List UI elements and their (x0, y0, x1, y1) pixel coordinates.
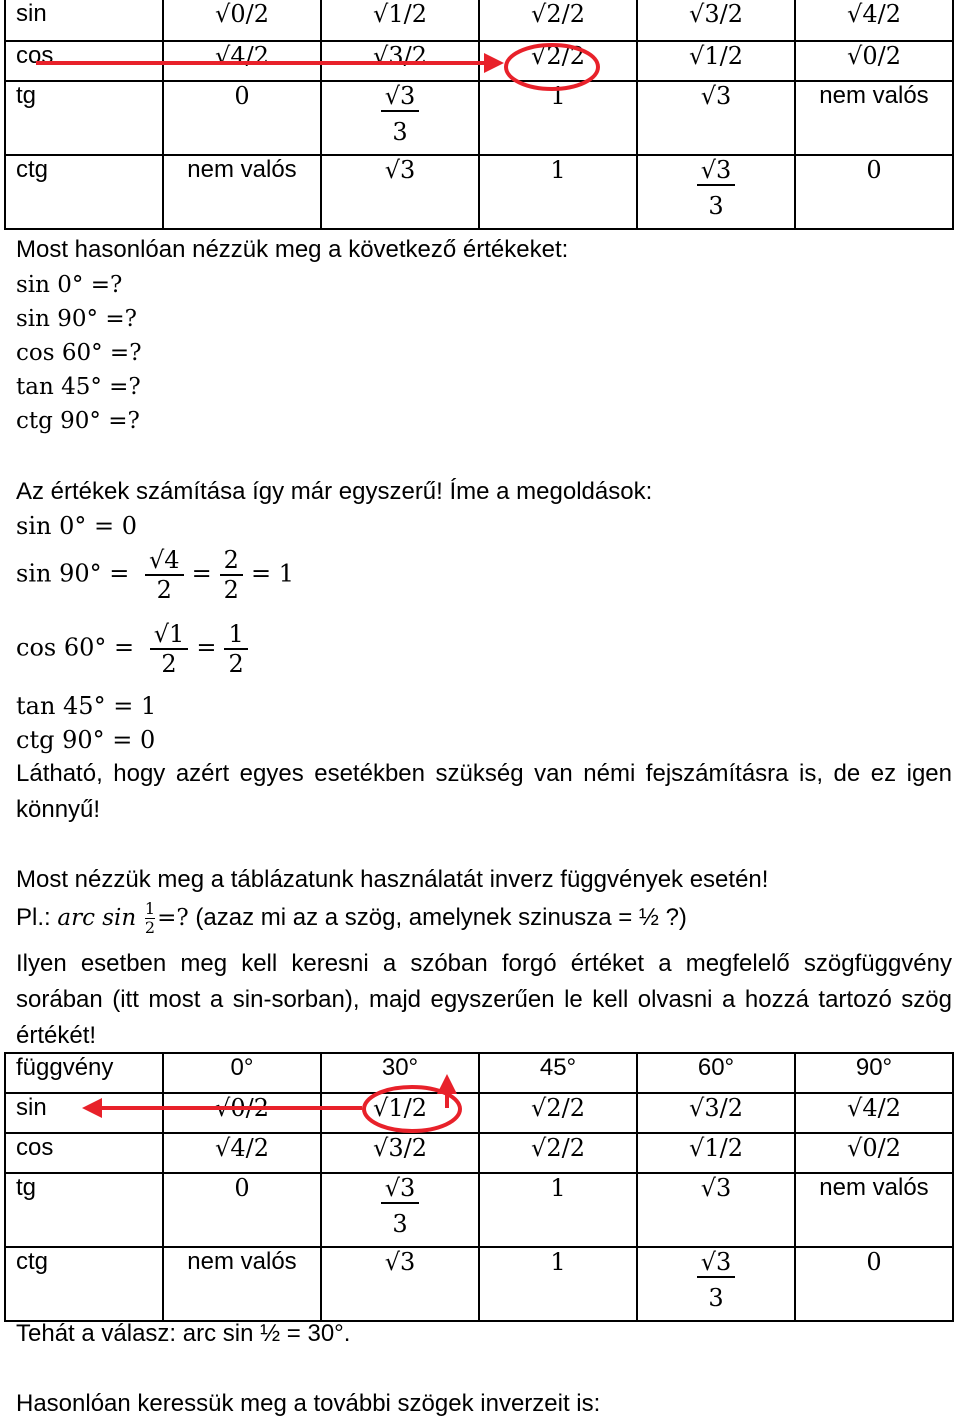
numerator: 2 (220, 546, 243, 576)
question-ctg90: ctg 90° =? (16, 408, 140, 434)
cell-value: √4/2 (795, 0, 953, 41)
cell-value: 1 (479, 1173, 637, 1247)
numerator: √4 (145, 546, 184, 576)
header-angle: 45° (479, 1053, 637, 1093)
table-row-cos (5, 1133, 953, 1173)
solution-ctg90: ctg 90° = 0 (16, 726, 156, 754)
example-note: (azaz mi az a szög, amelynek szinusza = ½ ?) (195, 903, 687, 931)
cell-value: √1/2 (321, 0, 479, 41)
fraction (145, 546, 184, 604)
table-row-ctg (5, 1247, 953, 1321)
cell-value: √0/2 (163, 1093, 321, 1133)
remark-paragraph: Látható, hogy azért egyes esetékben szükség van némi fejszámításra is, de ez igen könnyű! (16, 760, 952, 823)
table-row-tg (5, 1173, 953, 1247)
row-label: ctg (5, 1247, 163, 1321)
header-label: függvény (5, 1053, 163, 1093)
example-equals: =? (157, 904, 189, 931)
cell-value: √4/2 (163, 1133, 321, 1173)
solution-tan45: tan 45° = 1 (16, 692, 157, 720)
cell-value: √4/2 (163, 41, 321, 81)
cell-value: √2/2 (479, 1093, 637, 1133)
cell-value: √3/2 (637, 0, 795, 41)
fraction (220, 546, 243, 604)
table-row-cos (5, 41, 953, 81)
table-row-sin (5, 0, 953, 41)
row-label: cos (5, 1133, 163, 1173)
cell-value: √0/2 (795, 41, 953, 81)
solutions-intro: Az értékek számítása így már egyszerű! Íme a megoldások: (16, 478, 653, 505)
header-angle: 60° (637, 1053, 795, 1093)
cell-value: √3 (321, 155, 479, 229)
cell-value: 1 (479, 155, 637, 229)
cell-value: 1 (479, 1247, 637, 1321)
cell-value: √3 (637, 1173, 795, 1247)
cell-value: $\frac{√3}{3}$ (637, 155, 795, 229)
trig-table-top (4, 0, 954, 230)
example-prefix: Pl.: (16, 903, 51, 931)
cell-value: √0/2 (795, 1133, 953, 1173)
closing-text: Hasonlóan keressük meg a további szögek inverzeit is: (16, 1390, 601, 1417)
cell-value: nem valós (795, 81, 953, 155)
answer-text: Tehát a válasz: arc sin ½ = 30°. (16, 1320, 351, 1347)
header-angle: 0° (163, 1053, 321, 1093)
table-row-sin (5, 1093, 953, 1133)
cell-value: √3/2 (321, 1133, 479, 1173)
denominator: 2 (228, 650, 244, 678)
cell-value: 1 (479, 81, 637, 155)
solution-cos60: cos 60° = $\frac{√1}{2}$ = $\frac{1}{2}$ (16, 620, 256, 678)
header-angle: 30° (321, 1053, 479, 1093)
cell-value: √2/2 (479, 0, 637, 41)
solution-sin90: sin 90° = $\frac{√4}{2}$ = $\frac{2}{2}$ = 1 (16, 546, 294, 604)
cell-value: √3 (637, 81, 795, 155)
table-header-row (5, 1053, 953, 1093)
denominator: 2 (144, 918, 156, 937)
row-label: cos (5, 41, 163, 81)
cell-value: √1/2 (637, 1133, 795, 1173)
intro-text: Most hasonlóan nézzük meg a következő értékeket: (16, 236, 569, 263)
numerator: 1 (144, 899, 156, 918)
cell-value: √3 (321, 1247, 479, 1321)
eq-rhs: = 1 (250, 559, 294, 588)
table-row-tg (5, 81, 953, 155)
row-label: sin (5, 1093, 163, 1133)
cell-value: √0/2 (163, 0, 321, 41)
row-label: tg (5, 81, 163, 155)
fraction (150, 620, 189, 678)
cell-value: $\frac{√3}{3}$ (321, 81, 479, 155)
cell-value: √3/2 (637, 1093, 795, 1133)
cell-value: √1/2 (637, 41, 795, 81)
cell-value: $\frac{√3}{3}$ (637, 1247, 795, 1321)
eq-lhs: sin 90° = (16, 559, 130, 588)
table-row-ctg (5, 155, 953, 229)
row-label: ctg (5, 155, 163, 229)
denominator: 2 (156, 576, 172, 604)
numerator: √1 (150, 620, 189, 650)
fraction (224, 620, 247, 678)
example-fraction (145, 900, 155, 937)
instruction-paragraph: Ilyen esetben meg kell keresni a szóban forgó értéket a megfelelő szögfüggvény sorában (itt most a sin-sorban), majd egyszerűen le kell olvasni a hozzá tartozó szög értékét! (16, 950, 952, 1049)
cell-value: √1/2 (321, 1093, 479, 1133)
denominator: 2 (161, 650, 177, 678)
header-angle: 90° (795, 1053, 953, 1093)
row-label: sin (5, 0, 163, 41)
question-cos60: cos 60° =? (16, 340, 142, 366)
example-function: arc sin (57, 904, 137, 931)
question-tan45: tan 45° =? (16, 374, 141, 400)
cell-value: √2/2 (479, 41, 637, 81)
eq-lhs: cos 60° = (16, 633, 135, 662)
cell-value: 0 (163, 1173, 321, 1247)
cell-value: 0 (795, 1247, 953, 1321)
cell-value: nem valós (163, 1247, 321, 1321)
cell-value: nem valós (795, 1173, 953, 1247)
question-sin90: sin 90° =? (16, 306, 137, 332)
denominator: 2 (223, 576, 239, 604)
cell-value: $\frac{√3}{3}$ (321, 1173, 479, 1247)
cell-value: 0 (795, 155, 953, 229)
example-line (16, 900, 687, 937)
cell-value: √3/2 (321, 41, 479, 81)
cell-value: nem valós (163, 155, 321, 229)
cell-value: 0 (163, 81, 321, 155)
inverse-intro: Most nézzük meg a táblázatunk használatát inverz függvények esetén! (16, 866, 769, 893)
row-label: tg (5, 1173, 163, 1247)
numerator: 1 (224, 620, 247, 650)
solution-sin0: sin 0° = 0 (16, 512, 137, 540)
cell-value: √2/2 (479, 1133, 637, 1173)
question-sin0: sin 0° =? (16, 272, 123, 298)
cell-value: √4/2 (795, 1093, 953, 1133)
trig-table-bottom (4, 1052, 954, 1322)
